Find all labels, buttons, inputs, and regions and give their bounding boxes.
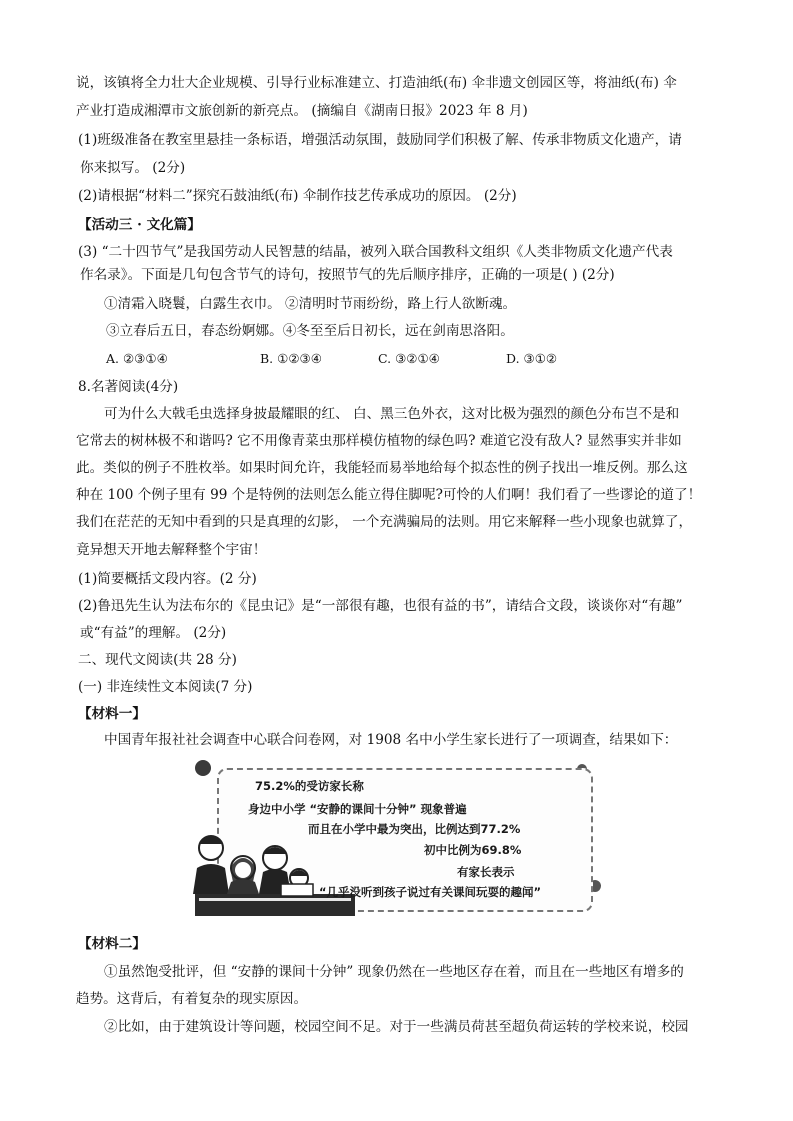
option-a: A. ②③①④ — [106, 351, 168, 366]
passage-line: 此。类似的例子不胜枚举。如果时间允许，我能轻而易举地给每个拟态性的例子找出一堆反例。那么这 — [76, 460, 688, 476]
question-2: (2)请根据“材料二”探究石鼓油纸(布) 伞制作技艺传承成功的原因。 (2分) — [78, 188, 517, 204]
question-1: (1)简要概括文段内容。(2 分) — [78, 571, 257, 587]
poem-line: ③立春后五日，春态纷婀娜。④冬至至后日初长，远在剑南思洛阳。 — [106, 323, 514, 339]
answer-options — [106, 350, 557, 368]
text-line: 说，该镇将全力壮大企业规模、引导行业标准建立、打造油纸(布) 伞非遗文创园区等，将油纸(布) 伞 — [76, 75, 677, 91]
passage-line: 可为什么大戟毛虫选择身披最耀眼的红、 白、黑三色外衣，这对比极为强烈的颜色分布岂不是和 — [104, 406, 680, 422]
activity-heading: 【活动三 · 文化篇】 — [78, 217, 201, 233]
poem-line: ①清霜入晓鬟，白露生衣巾。 ②清明时节雨纷纷，路上行人欲断魂。 — [104, 296, 517, 312]
option-d: D. ③①② — [506, 351, 558, 366]
infographic-line: 身边中小学 “安静的课间十分钟” 现象普遍 — [248, 802, 467, 816]
option-b: B. ①②③④ — [260, 351, 322, 366]
text-line: 或“有益”的理解。 (2分) — [80, 625, 227, 641]
text-line: 作名录》。下面是几句包含节气的诗句，按照节气的先后顺序排序，正确的一项是( ) (2分) — [80, 267, 615, 283]
parents-illustration-icon — [193, 824, 358, 918]
question-1: (1)班级准备在教室里悬挂一条标语，增强活动氛围，鼓励同学们积极了解、传承非物质文化遗产，请 — [78, 132, 682, 148]
infographic-line: 初中比例为69.8% — [424, 843, 522, 857]
passage-line: ①虽然饱受批评，但 “安静的课间十分钟” 现象仍然在一些地区存在着，而且在一些地区有增多的 — [104, 964, 684, 980]
material-heading: 【材料二】 — [78, 936, 146, 952]
passage-line: 它常去的树林极不和谐吗? 它不用像青菜虫那样模仿植物的绿色吗? 难道它没有敌人? 显然事实并非如 — [76, 433, 682, 449]
infographic-line: 75.2%的受访家长称 — [255, 779, 364, 793]
material-heading: 【材料一】 — [78, 706, 146, 722]
infographic-line: “几乎没听到孩子说过有关课间玩耍的趣闻” — [319, 885, 542, 899]
passage-line: 竟异想天开地去解释整个宇宙！ — [76, 542, 267, 558]
text-line: 产业打造成湘潭市文旅创新的新亮点。 (摘编自《湖南日报》2023 年 8 月) — [76, 103, 528, 119]
infographic-line: 而且在小学中最为突出，比例达到77.2% — [308, 822, 521, 836]
question-3: (3) “二十四节气”是我国劳动人民智慧的结晶，被列入联合国教科文组织《人类非物质文化遗产代表 — [78, 244, 673, 260]
passage-line: 我们在茫茫的无知中看到的只是真理的幻影， 一个充满骗局的法则。用它来解释一些小现象也就算了， — [76, 514, 693, 530]
section-heading: 8.名著阅读(4分) — [78, 379, 179, 395]
passage-line: ②比如，由于建筑设计等问题，校园空间不足。对于一些满员荷甚至超负荷运转的学校来说，校园 — [104, 1019, 689, 1035]
text-line: 中国青年报社社会调查中心联合问卷网，对 1908 名中小学生家长进行了一项调查，结果如下： — [104, 732, 678, 748]
survey-infographic — [193, 760, 598, 918]
option-c: C. ③②①④ — [378, 351, 440, 366]
text-line: 你来拟写。 (2分) — [80, 160, 186, 176]
passage-line: 趋势。这背后，有着复杂的现实原因。 — [76, 991, 308, 1007]
passage-line: 种在 100 个例子里有 99 个是特例的法则怎么能立得住脚呢?可怜的人们啊！我们看了一些谬论的道了！ — [76, 487, 702, 503]
subsection-heading: (一) 非连续性文本阅读(7 分) — [78, 679, 253, 695]
question-2: (2)鲁迅先生认为法布尔的《昆虫记》是“一部很有趣，也很有益的书”，请结合文段，谈谈你对“有趣” — [78, 598, 683, 614]
section-heading: 二、现代文阅读(共 28 分) — [78, 652, 237, 668]
infographic-line: 有家长表示 — [457, 865, 515, 879]
